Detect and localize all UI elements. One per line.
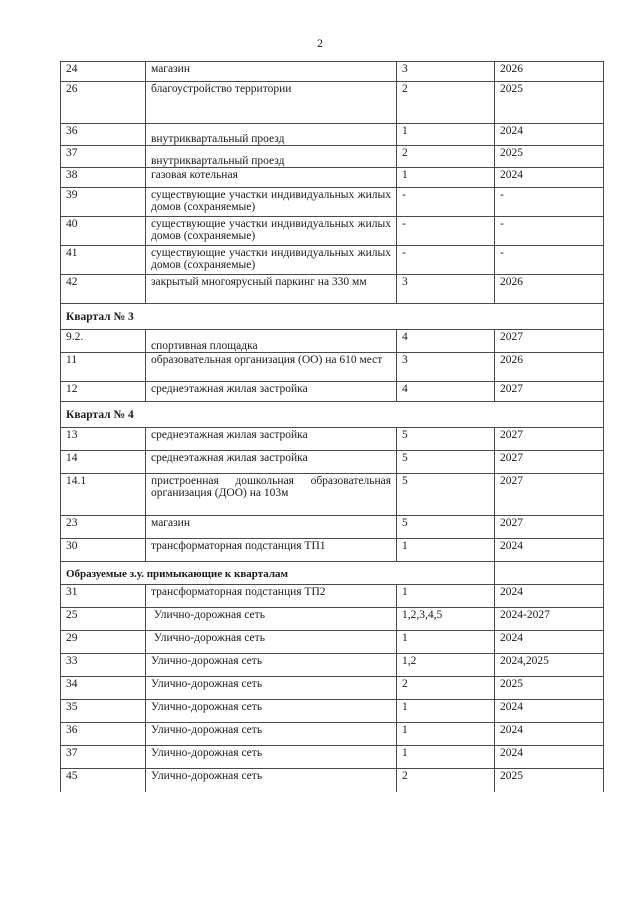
table-row xyxy=(61,246,604,275)
table-row xyxy=(61,700,604,723)
table-row xyxy=(61,124,604,146)
table-row xyxy=(61,275,604,304)
table-row xyxy=(61,769,604,792)
cell-stage: - xyxy=(397,217,495,246)
cell-number: 14 xyxy=(61,451,146,474)
cell-name: трансформаторная подстанция ТП1 xyxy=(146,539,397,562)
cell-number: 34 xyxy=(61,677,146,700)
cell-stage: 4 xyxy=(397,382,495,402)
cell-name: существующие участки индивидуальных жилых домов (сохраняемые) xyxy=(146,246,397,275)
table-row xyxy=(61,585,604,608)
cell-name: трансформаторная подстанция ТП2 xyxy=(146,585,397,608)
cell-stage: 1 xyxy=(397,585,495,608)
table-row xyxy=(61,146,604,168)
cell-number: 26 xyxy=(61,82,146,124)
section-empty-cell xyxy=(495,562,604,585)
cell-name: внутриквартальный проезд xyxy=(146,146,397,168)
cell-stage: 1 xyxy=(397,723,495,746)
cell-name: пристроенная дошкольная образовательная организация (ДОО) на 103м xyxy=(146,474,397,516)
cell-stage: 3 xyxy=(397,353,495,382)
cell-stage: 1 xyxy=(397,700,495,723)
cell-year: 2027 xyxy=(495,330,604,353)
cell-year: 2027 xyxy=(495,451,604,474)
cell-year: 2024 xyxy=(495,539,604,562)
cell-stage: - xyxy=(397,246,495,275)
cell-name: Улично-дорожная сеть xyxy=(146,654,397,677)
cell-year: 2024 xyxy=(495,723,604,746)
cell-year: 2024-2027 xyxy=(495,608,604,631)
cell-stage: 2 xyxy=(397,769,495,792)
table-row xyxy=(61,217,604,246)
cell-stage: - xyxy=(397,188,495,217)
cell-name: внутриквартальный проезд xyxy=(146,124,397,146)
cell-name: магазин xyxy=(146,516,397,539)
section-heading: Квартал № 4 xyxy=(61,402,604,428)
cell-year: - xyxy=(495,217,604,246)
cell-number: 36 xyxy=(61,124,146,146)
cell-stage: 4 xyxy=(397,330,495,353)
cell-year: 2025 xyxy=(495,769,604,792)
cell-year: 2026 xyxy=(495,62,604,82)
cell-year: 2024 xyxy=(495,700,604,723)
table-row xyxy=(61,428,604,451)
cell-name: Улично-дорожная сеть xyxy=(146,700,397,723)
cell-number: 29 xyxy=(61,631,146,654)
cell-year: 2024 xyxy=(495,124,604,146)
cell-number: 31 xyxy=(61,585,146,608)
cell-number: 42 xyxy=(61,275,146,304)
cell-number: 9.2. xyxy=(61,330,146,353)
cell-name: газовая котельная xyxy=(146,168,397,188)
cell-number: 14.1 xyxy=(61,474,146,516)
page-number: 2 xyxy=(317,36,323,50)
cell-year: - xyxy=(495,188,604,217)
cell-stage: 1 xyxy=(397,168,495,188)
cell-name: Улично-дорожная сеть xyxy=(146,746,397,769)
cell-number: 41 xyxy=(61,246,146,275)
cell-number: 39 xyxy=(61,188,146,217)
objects-table xyxy=(60,61,604,792)
cell-year: 2027 xyxy=(495,428,604,451)
cell-number: 11 xyxy=(61,353,146,382)
table-row xyxy=(61,451,604,474)
table-row xyxy=(61,539,604,562)
cell-year: 2027 xyxy=(495,474,604,516)
table-row xyxy=(61,168,604,188)
cell-name: среднеэтажная жилая застройка xyxy=(146,382,397,402)
cell-name: закрытый многоярусный паркинг на 330 мм xyxy=(146,275,397,304)
cell-name: Улично-дорожная сеть xyxy=(146,723,397,746)
table-row xyxy=(61,631,604,654)
table-row xyxy=(61,82,604,124)
table-row xyxy=(61,382,604,402)
cell-year: 2024 xyxy=(495,746,604,769)
table-row xyxy=(61,188,604,217)
table-row xyxy=(61,353,604,382)
cell-number: 37 xyxy=(61,146,146,168)
cell-stage: 2 xyxy=(397,677,495,700)
cell-name: существующие участки индивидуальных жилых домов (сохраняемые) xyxy=(146,217,397,246)
cell-stage: 5 xyxy=(397,516,495,539)
cell-stage: 2 xyxy=(397,82,495,124)
cell-number: 40 xyxy=(61,217,146,246)
cell-year: 2025 xyxy=(495,677,604,700)
table-row xyxy=(61,474,604,516)
cell-stage: 1 xyxy=(397,746,495,769)
table-row xyxy=(61,62,604,82)
cell-year: 2026 xyxy=(495,275,604,304)
table-row xyxy=(61,330,604,353)
cell-stage: 5 xyxy=(397,474,495,516)
cell-year: 2026 xyxy=(495,353,604,382)
cell-name: Улично-дорожная сеть xyxy=(146,677,397,700)
cell-name: спортивная площадка xyxy=(146,330,397,353)
table-row xyxy=(61,516,604,539)
cell-name: среднеэтажная жилая застройка xyxy=(146,451,397,474)
table-row xyxy=(61,723,604,746)
section-row xyxy=(61,402,604,428)
cell-name: магазин xyxy=(146,62,397,82)
section-row xyxy=(61,562,604,585)
cell-year: 2027 xyxy=(495,382,604,402)
cell-number: 45 xyxy=(61,769,146,792)
cell-number: 33 xyxy=(61,654,146,677)
table-row xyxy=(61,654,604,677)
cell-year: 2024 xyxy=(495,631,604,654)
cell-stage: 1 xyxy=(397,631,495,654)
cell-number: 30 xyxy=(61,539,146,562)
cell-stage: 1,2 xyxy=(397,654,495,677)
section-heading: Квартал № 3 xyxy=(61,304,604,330)
cell-year: 2024,2025 xyxy=(495,654,604,677)
cell-name: образовательная организация (ОО) на 610 мест xyxy=(146,353,397,382)
cell-number: 12 xyxy=(61,382,146,402)
cell-year: 2027 xyxy=(495,516,604,539)
cell-number: 23 xyxy=(61,516,146,539)
cell-number: 13 xyxy=(61,428,146,451)
cell-stage: 3 xyxy=(397,275,495,304)
cell-number: 24 xyxy=(61,62,146,82)
cell-name: благоустройство территории xyxy=(146,82,397,124)
cell-name: среднеэтажная жилая застройка xyxy=(146,428,397,451)
cell-stage: 2 xyxy=(397,146,495,168)
cell-stage: 5 xyxy=(397,451,495,474)
cell-number: 35 xyxy=(61,700,146,723)
cell-year: 2025 xyxy=(495,82,604,124)
cell-number: 38 xyxy=(61,168,146,188)
cell-stage: 1 xyxy=(397,124,495,146)
cell-stage: 1 xyxy=(397,539,495,562)
cell-year: - xyxy=(495,246,604,275)
cell-stage: 1,2,3,4,5 xyxy=(397,608,495,631)
table-row xyxy=(61,746,604,769)
cell-stage: 3 xyxy=(397,62,495,82)
cell-name: Улично-дорожная сеть xyxy=(146,769,397,792)
cell-year: 2024 xyxy=(495,168,604,188)
cell-number: 36 xyxy=(61,723,146,746)
cell-stage: 5 xyxy=(397,428,495,451)
cell-name: Улично-дорожная сеть xyxy=(146,631,397,654)
cell-number: 37 xyxy=(61,746,146,769)
section-row xyxy=(61,304,604,330)
cell-name: Улично-дорожная сеть xyxy=(146,608,397,631)
cell-number: 25 xyxy=(61,608,146,631)
cell-name: существующие участки индивидуальных жилых домов (сохраняемые) xyxy=(146,188,397,217)
table-row xyxy=(61,677,604,700)
section-heading: Образуемые з.у. примыкающие к кварталам xyxy=(61,562,495,585)
table-row xyxy=(61,608,604,631)
cell-year: 2025 xyxy=(495,146,604,168)
cell-year: 2024 xyxy=(495,585,604,608)
